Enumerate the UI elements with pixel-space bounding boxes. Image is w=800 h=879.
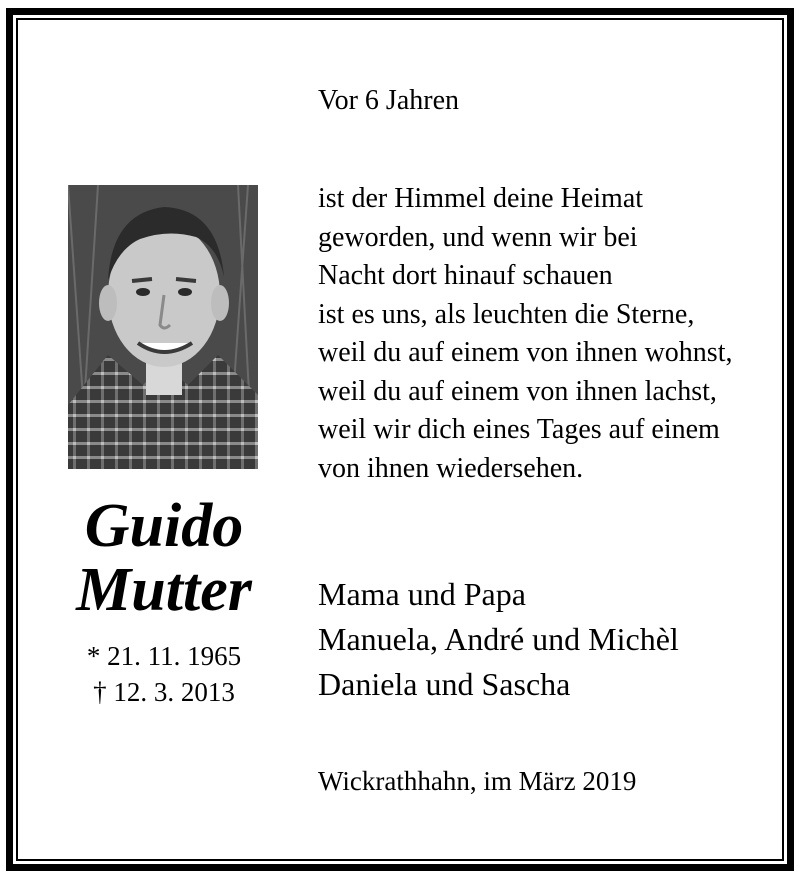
intro-line: Vor 6 Jahren [318,85,460,116]
poem [318,180,732,488]
portrait-illustration [68,185,258,469]
poem-line: weil wir dich eines Tages auf einem [318,414,720,445]
poem-line: ist der Himmel deine Heimat [318,183,644,214]
family-line: Manuela, André und Michèl [318,621,679,657]
deceased-name [46,494,282,622]
portrait-photo [68,185,258,469]
family-names [318,572,679,707]
first-name: Guido [84,492,244,560]
family-line: Mama und Papa [318,576,526,612]
poem-line: geworden, und wenn wir bei [318,221,638,253]
family-line: Daniela und Sascha [318,666,571,702]
birth-date: * 21. 11. 1965 [86,641,242,671]
place-date: Wickrathhahn, im März 2019 [318,766,637,796]
death-date: † 12. 3. 2013 [93,677,235,707]
poem-line: Nacht dort hinauf schauen [318,260,613,291]
poem-line: weil du auf einem von ihnen wohnst, [318,337,733,368]
poem-line: ist es uns, als leuchten die Sterne, [318,298,695,330]
poem-line: weil du auf einem von ihnen lachst, [318,375,717,407]
poem-line: von ihnen wiedersehen. [318,452,584,484]
life-dates [46,638,282,710]
last-name: Mutter [76,556,252,624]
